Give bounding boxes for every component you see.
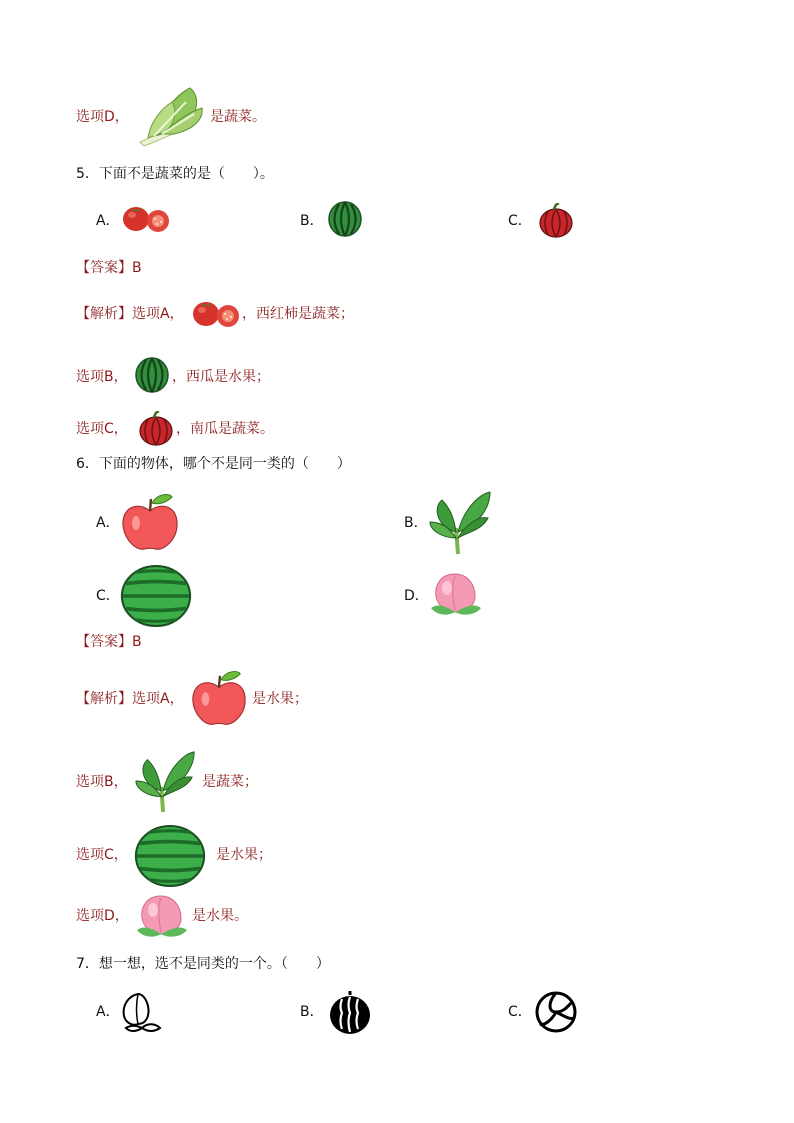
- q5-analysis-a-suffix: ，西红柿是蔬菜；: [242, 306, 354, 322]
- analysis-a-prefix: 选项A，: [132, 691, 184, 707]
- q7-option-b-label: B．: [300, 1004, 324, 1020]
- q6-analysis-a: [76, 689, 184, 709]
- watermelon-icon: [327, 201, 363, 237]
- q6-option-c-label: C．: [96, 588, 120, 604]
- q7-option-a-label: A．: [96, 1004, 120, 1020]
- q5-analysis-b-prefix: 选项B，: [76, 369, 128, 385]
- peach-icon: [134, 892, 190, 938]
- analysis-tag: 【解析】: [76, 691, 132, 707]
- q5-option-b-label: B．: [300, 213, 324, 229]
- apple-icon: [120, 493, 180, 553]
- q7-stem: 7．想一想，选不是同类的一个。（ ）: [76, 956, 330, 972]
- q6-option-b-label: B．: [404, 515, 428, 531]
- q6-answer: 【答案】B: [76, 634, 142, 650]
- watermelon-icon: [120, 565, 192, 627]
- analysis-tag: 【解析】: [76, 306, 132, 322]
- prev-option-d-line: [76, 107, 129, 127]
- q6-analysis-d-prefix: 选项D，: [76, 908, 129, 924]
- greens-icon: [134, 748, 198, 814]
- q5-analysis-a: [76, 304, 184, 324]
- prev-option-d-prefix: 选项D，: [76, 109, 129, 125]
- q6-stem: 6．下面的物体，哪个不是同一类的（ ）: [76, 456, 351, 472]
- prev-option-d-suffix: 是蔬菜。: [210, 109, 266, 125]
- q5-answer: 【答案】B: [76, 260, 142, 276]
- peach-icon: [428, 570, 484, 616]
- q6-analysis-d-suffix: 是水果。: [192, 908, 248, 924]
- lettuce-icon: [134, 86, 208, 146]
- q5-analysis-c-prefix: 选项C，: [76, 421, 128, 437]
- tomato-icon: [122, 203, 170, 235]
- q5-option-a-label: A．: [96, 213, 120, 229]
- volleyball-icon: [534, 990, 578, 1034]
- apple-icon: [190, 670, 248, 728]
- watermelon-icon: [134, 357, 170, 393]
- watermelon-silhouette-icon: [328, 989, 372, 1035]
- q5-stem: 5．下面不是蔬菜的是（ ）。: [76, 166, 274, 182]
- pumpkin-icon: [538, 203, 574, 239]
- peach-outline-icon: [118, 990, 162, 1034]
- q6-analysis-b-suffix: 是蔬菜；: [202, 774, 258, 790]
- q6-option-a-label: A．: [96, 515, 120, 531]
- watermelon-icon: [134, 825, 206, 887]
- q7-option-c-label: C．: [508, 1004, 532, 1020]
- q6-analysis-c-suffix: 是水果；: [216, 847, 272, 863]
- q6-analysis-b-prefix: 选项B，: [76, 774, 128, 790]
- tomato-icon: [192, 298, 240, 330]
- pumpkin-icon: [138, 411, 174, 447]
- q6-analysis-a-suffix: 是水果；: [252, 691, 308, 707]
- analysis-a-prefix: 选项A，: [132, 306, 184, 322]
- q5-analysis-c-suffix: ，南瓜是蔬菜。: [176, 421, 274, 437]
- q6-analysis-c-prefix: 选项C，: [76, 847, 128, 863]
- q5-option-c-label: C．: [508, 213, 532, 229]
- q5-analysis-b-suffix: ，西瓜是水果；: [172, 369, 270, 385]
- q6-option-d-label: D．: [404, 588, 429, 604]
- greens-icon: [428, 488, 494, 556]
